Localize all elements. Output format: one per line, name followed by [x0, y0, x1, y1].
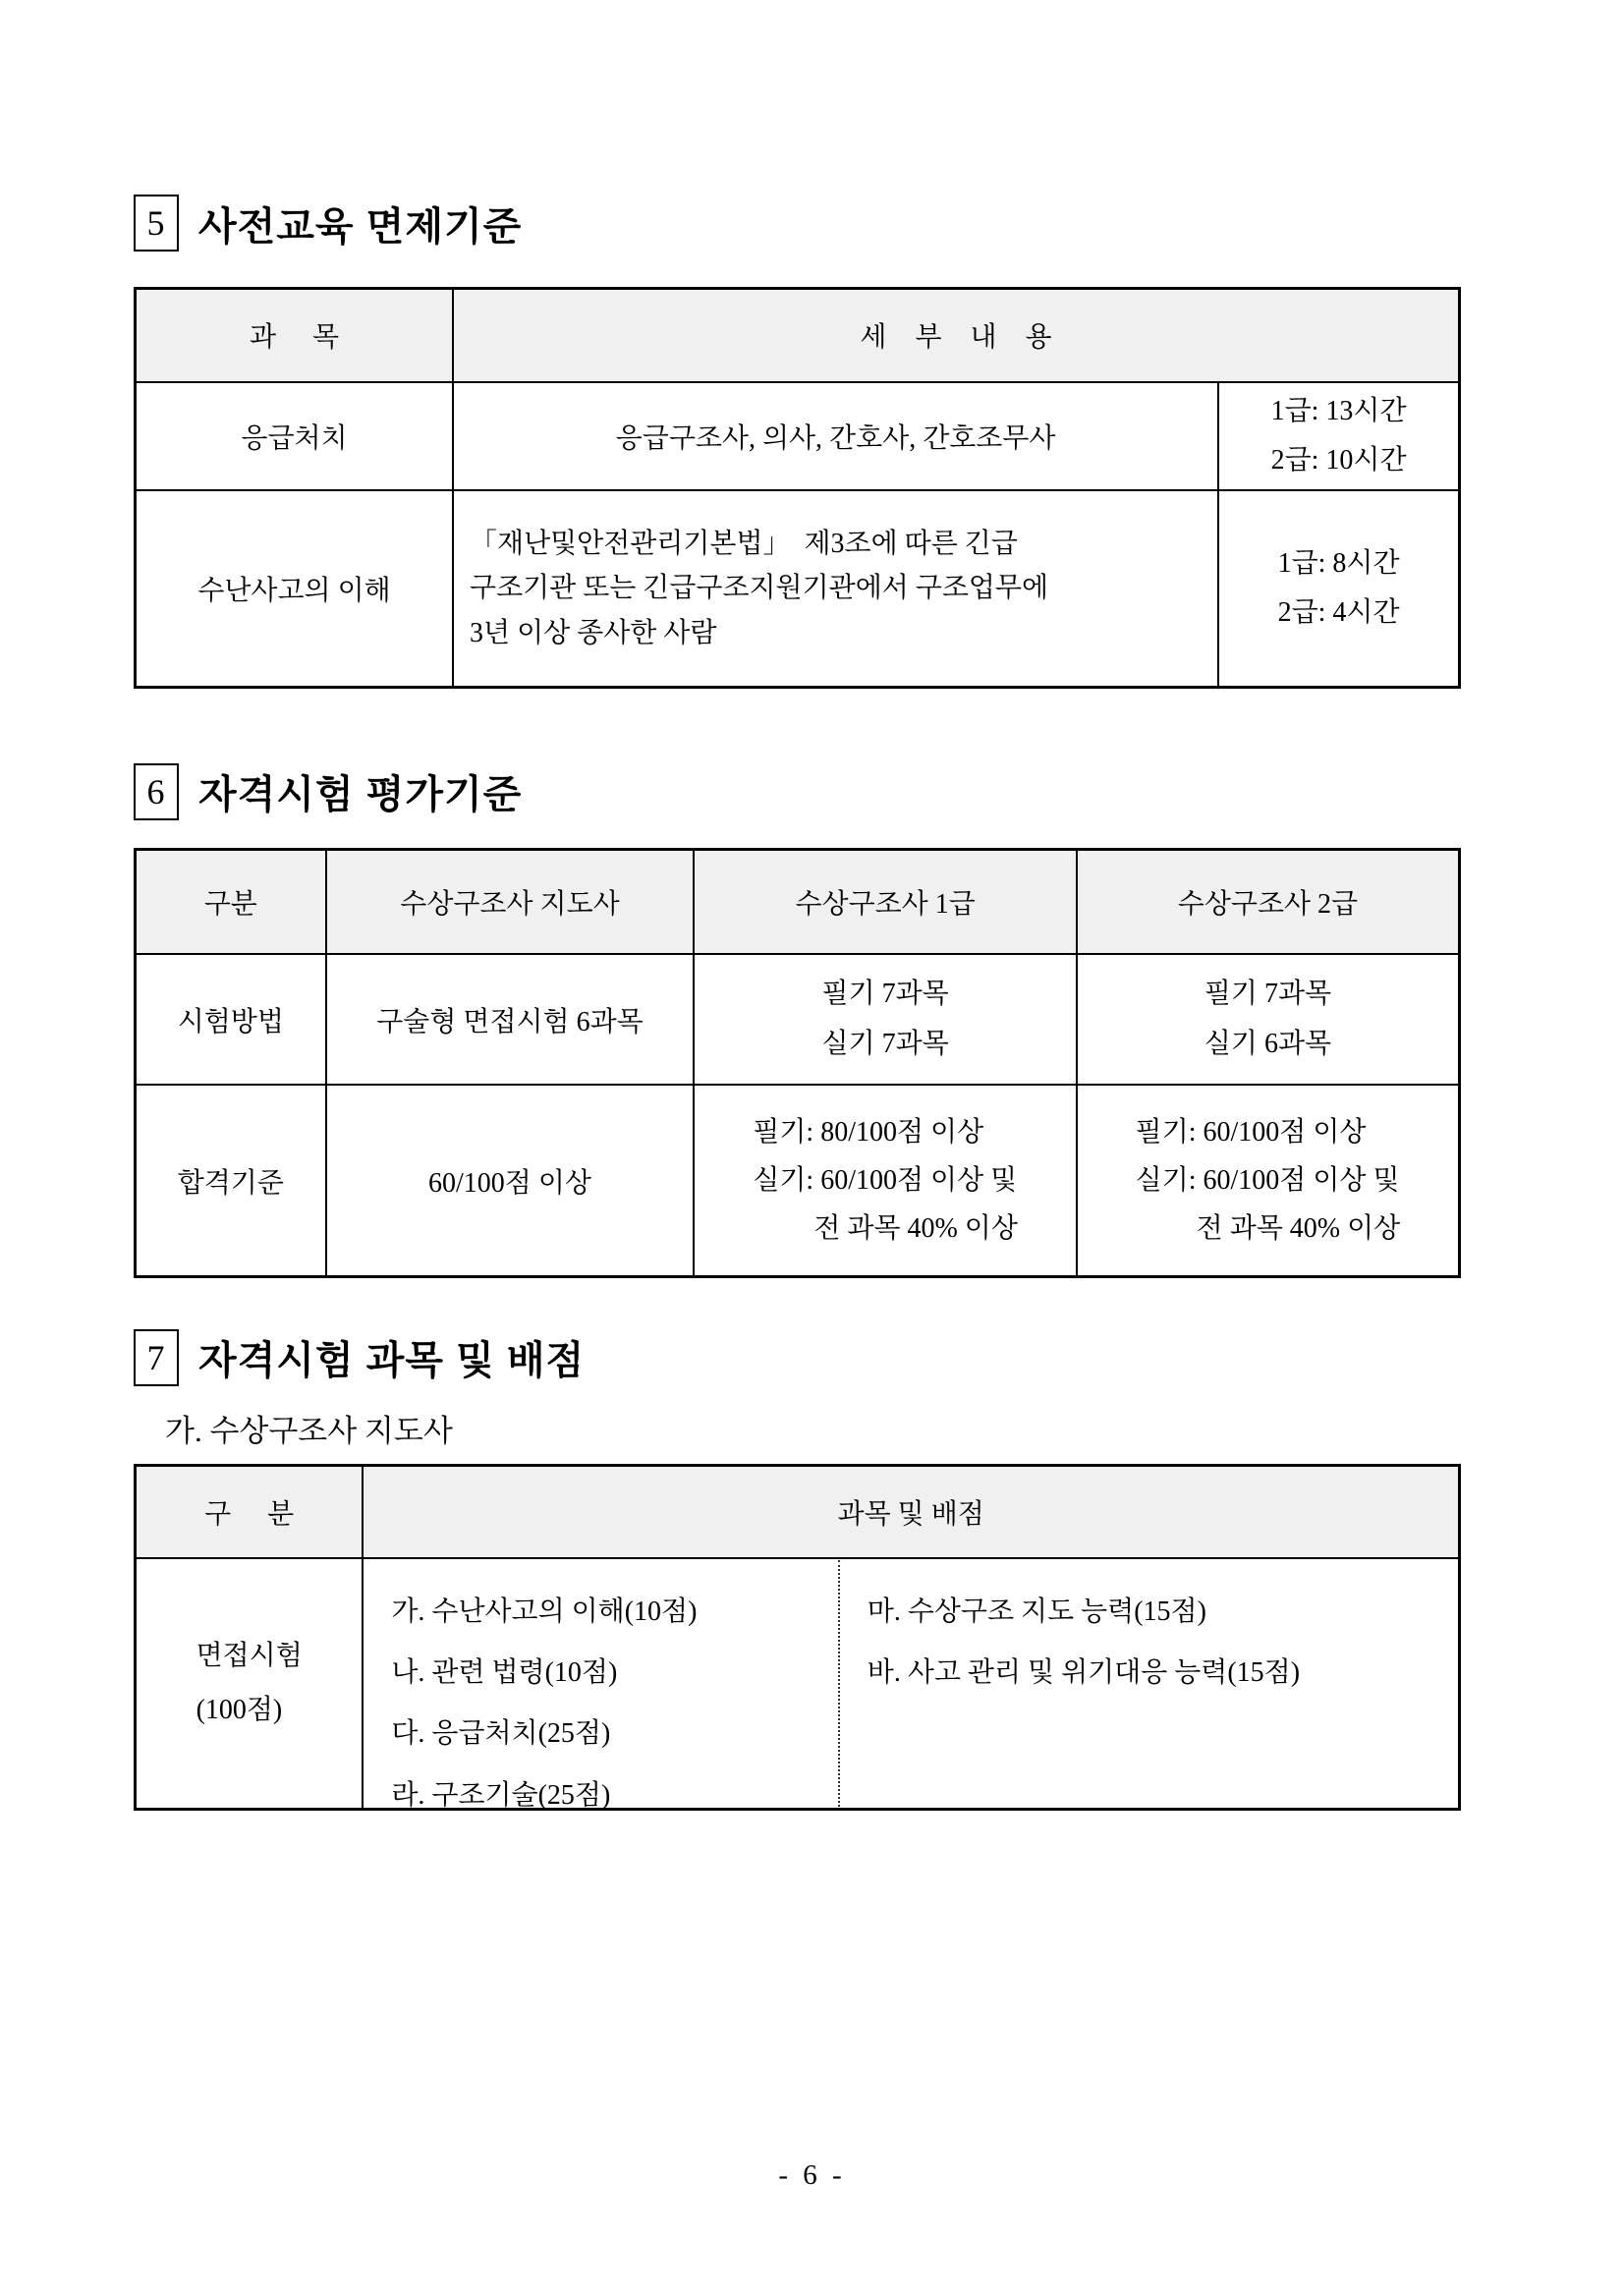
- pass-criteria-row: [136, 1085, 1460, 1276]
- method-line: 필기 7과목: [821, 979, 949, 1010]
- detail-cell: [453, 490, 1218, 687]
- section-6-heading: [134, 763, 1461, 820]
- interview-exam-row: [136, 1558, 1460, 1809]
- detail-line: 구조기관 또는 긴급구조지원기관에서 구조업무에: [470, 573, 1049, 604]
- category-header-cell: 구 분: [136, 1465, 364, 1558]
- pass-lines: [753, 1108, 1018, 1253]
- pre-education-exemption-table: [134, 287, 1461, 689]
- method-lines: [1204, 970, 1331, 1069]
- subjects-split: [364, 1560, 1458, 1811]
- grade2-pass-cell: [1077, 1085, 1460, 1276]
- detail-line: 「재난및안전관리기본법」 제3조에 따른 긴급: [470, 528, 1018, 559]
- hours-cell: [1218, 490, 1459, 687]
- section-7-title: 자격시험 과목 및 배점: [198, 1339, 586, 1383]
- detail-line: 3년 이상 종사한 사람: [470, 617, 717, 648]
- detail-cell: 응급구조사, 의사, 간호사, 간호조무사: [453, 382, 1218, 491]
- subjects-cell: [363, 1558, 1459, 1809]
- leader-header-cell: 수상구조사 지도사: [326, 849, 695, 954]
- subject-item: 나. 관련 법령(10점): [391, 1657, 618, 1689]
- exam-method-row: [136, 954, 1460, 1085]
- page-content: [134, 0, 1461, 1811]
- hours-line: 2급: 4시간: [1277, 597, 1400, 629]
- table-header-row: [136, 1465, 1460, 1558]
- section-7-number-box: 7: [134, 1329, 179, 1386]
- subject-item: 라. 구조기술(25점): [391, 1779, 611, 1811]
- subject-cell: 수난사고의 이해: [136, 490, 454, 687]
- grade2-method-cell: [1077, 954, 1460, 1085]
- pass-lines: [1136, 1108, 1401, 1253]
- section-6-number-box: 6: [134, 763, 179, 820]
- subjects-header-cell: 과목 및 배점: [363, 1465, 1459, 1558]
- pass-line: 필기: 60/100점 이상: [1135, 1117, 1367, 1148]
- section-5-number-box: 5: [134, 195, 179, 252]
- grade1-header-cell: 수상구조사 1급: [694, 849, 1077, 954]
- exam-subjects-points-table: [134, 1464, 1461, 1811]
- section-7-subtitle: 가. 수상구조사 지도사: [165, 1413, 453, 1448]
- hours-line: 2급: 10시간: [1270, 444, 1407, 476]
- subject-cell: 응급처치: [136, 382, 454, 491]
- subject-item: 바. 사고 관리 및 위기대응 능력(15점): [867, 1657, 1301, 1689]
- table-header-row: [136, 289, 1460, 382]
- hours-line: 1급: 8시간: [1277, 547, 1400, 579]
- category-cell: [136, 1558, 364, 1809]
- hours-lines: [1271, 387, 1407, 486]
- hours-line: 1급: 13시간: [1270, 395, 1407, 426]
- table-header-row: [136, 849, 1460, 954]
- category-header-cell: 구분: [136, 849, 326, 954]
- subjects-right-column: [840, 1560, 1458, 1807]
- row-label-cell: 시험방법: [136, 954, 326, 1085]
- subject-item: 가. 수난사고의 이해(10점): [391, 1596, 698, 1628]
- exam-evaluation-criteria-table: [134, 848, 1461, 1278]
- subject-header-cell: 과 목: [136, 289, 454, 382]
- section-5-heading: [134, 195, 1461, 252]
- hours-cell: [1218, 382, 1459, 491]
- category-lines: [196, 1630, 303, 1737]
- table-row: [136, 490, 1460, 687]
- section-6-title: 자격시험 평가기준: [198, 773, 523, 817]
- grade1-pass-cell: [694, 1085, 1077, 1276]
- pass-line: 필기: 80/100점 이상: [753, 1117, 984, 1148]
- section-5-title: 사전교육 면제기준: [198, 204, 523, 249]
- pass-line: 실기: 60/100점 이상 및: [1135, 1165, 1400, 1197]
- method-line: 실기 7과목: [821, 1028, 949, 1059]
- method-line: 실기 6과목: [1204, 1028, 1332, 1059]
- row-label-cell: 합격기준: [136, 1085, 326, 1276]
- grade2-header-cell: 수상구조사 2급: [1077, 849, 1460, 954]
- leader-pass-cell: 60/100점 이상: [326, 1085, 695, 1276]
- page-number: - 6 -: [778, 2159, 846, 2191]
- leader-method-cell: 구술형 면접시험 6과목: [326, 954, 695, 1085]
- pass-line: 전 과목 40% 이상: [813, 1213, 1018, 1245]
- category-line: 면접시험: [196, 1640, 303, 1671]
- detail-header-cell: 세 부 내 용: [453, 289, 1459, 382]
- table-row: [136, 382, 1460, 491]
- subjects-left-column: [364, 1560, 839, 1811]
- category-line: (100점): [196, 1694, 283, 1725]
- pass-line: 전 과목 40% 이상: [1196, 1213, 1401, 1245]
- method-line: 필기 7과목: [1204, 979, 1332, 1010]
- method-lines: [822, 970, 949, 1069]
- subject-item: 다. 응급처치(25점): [391, 1718, 611, 1750]
- section-7-heading: [134, 1329, 1461, 1386]
- grade1-method-cell: [694, 954, 1077, 1085]
- pass-line: 실기: 60/100점 이상 및: [753, 1165, 1018, 1197]
- hours-lines: [1278, 539, 1400, 639]
- subject-item: 마. 수상구조 지도 능력(15점): [867, 1596, 1206, 1628]
